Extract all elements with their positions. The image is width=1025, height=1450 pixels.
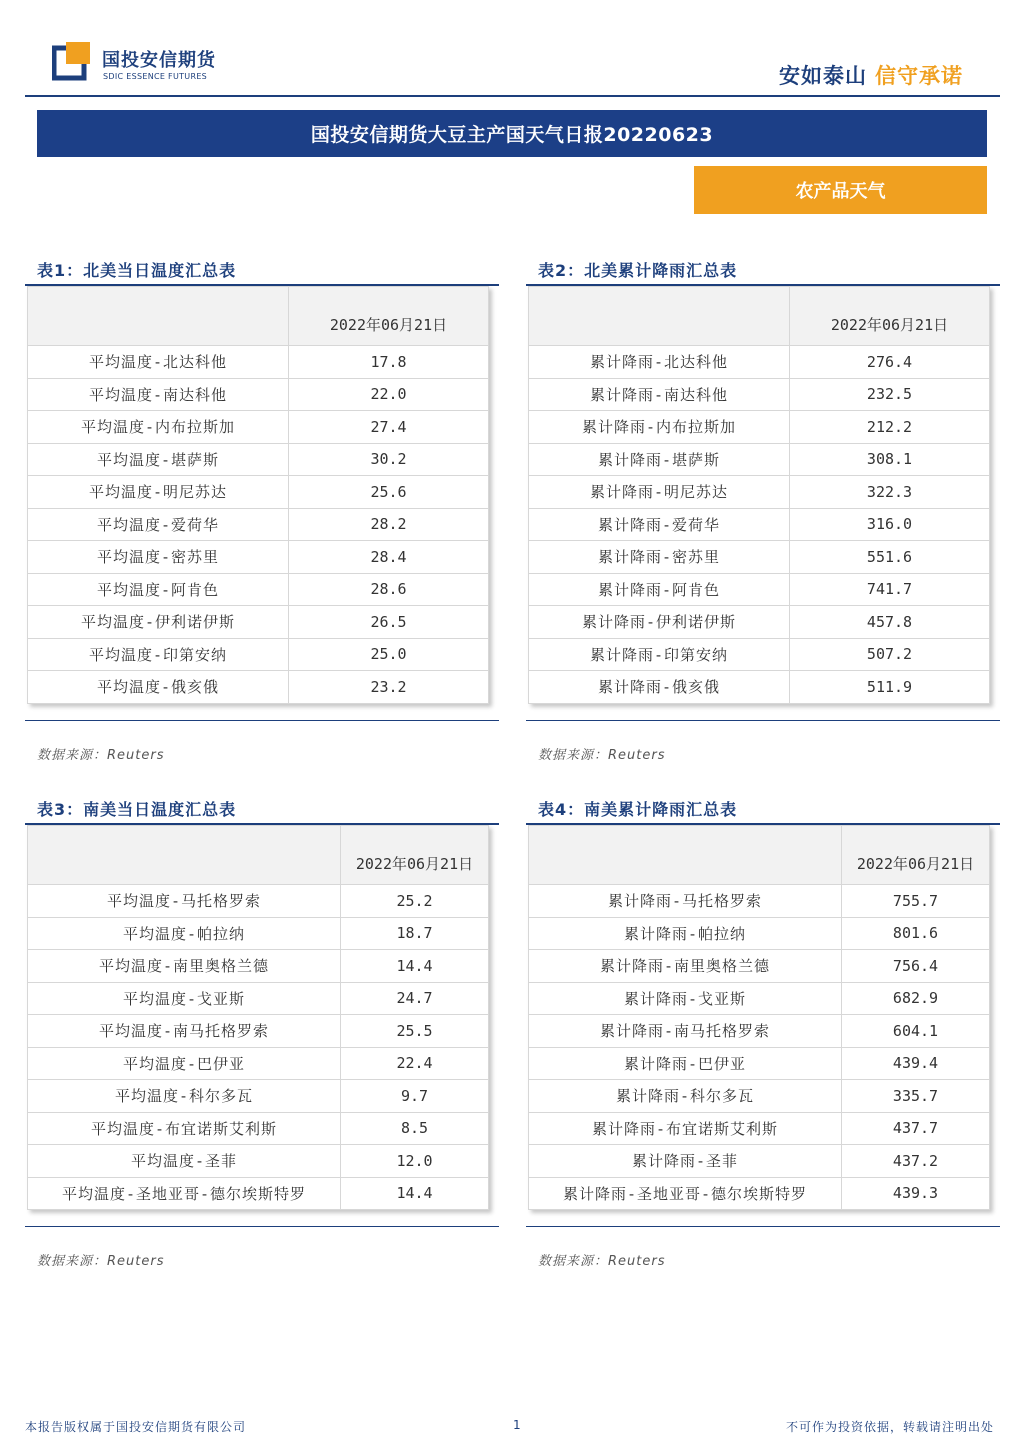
table-title: 表2：北美累计降雨汇总表 <box>538 261 738 280</box>
table-row <box>529 1145 990 1178</box>
row-value: 276.4 <box>790 346 990 379</box>
row-label: 平均温度-马托格罗索 <box>28 885 341 918</box>
row-value: 28.2 <box>289 508 489 541</box>
date-header-cell: 2022年06月21日 <box>341 826 489 885</box>
table-panel-north-america-rainfall <box>526 260 1000 770</box>
table-row <box>529 885 990 918</box>
table-bottom-rule <box>526 720 1000 721</box>
date-header-cell: 2022年06月21日 <box>289 287 489 346</box>
table-row <box>28 541 489 574</box>
table-panel-north-america-temperature <box>25 260 499 770</box>
table-row <box>529 378 990 411</box>
slogan <box>779 60 963 90</box>
table-row <box>28 378 489 411</box>
table-row <box>529 917 990 950</box>
row-value: 316.0 <box>790 508 990 541</box>
row-value: 8.5 <box>341 1112 489 1145</box>
table-row <box>529 443 990 476</box>
table-row <box>529 1015 990 1048</box>
logo-text-cn: 国投安信期货 <box>102 50 216 71</box>
table-row <box>529 508 990 541</box>
row-label: 累计降雨-爱荷华 <box>529 508 790 541</box>
table-row <box>28 1177 489 1210</box>
row-value: 439.4 <box>842 1047 990 1080</box>
table-row <box>529 1112 990 1145</box>
row-label: 累计降雨-内布拉斯加 <box>529 411 790 444</box>
row-value: 437.7 <box>842 1112 990 1145</box>
table-bottom-rule <box>526 1226 1000 1227</box>
row-value: 801.6 <box>842 917 990 950</box>
date-header-cell: 2022年06月21日 <box>790 287 990 346</box>
row-value: 756.4 <box>842 950 990 983</box>
row-value: 24.7 <box>341 982 489 1015</box>
table-title: 表1：北美当日温度汇总表 <box>37 261 237 280</box>
row-label: 累计降雨-南马托格罗索 <box>529 1015 842 1048</box>
report-title: 国投安信期货大豆主产国天气日报20220623 <box>37 110 987 157</box>
row-label: 累计降雨-布宜诺斯艾利斯 <box>529 1112 842 1145</box>
slogan-part-a: 安如泰山 <box>779 64 867 88</box>
row-value: 232.5 <box>790 378 990 411</box>
table-row <box>28 1015 489 1048</box>
table-row <box>28 982 489 1015</box>
logo-mark-icon <box>52 42 92 82</box>
table-row <box>28 917 489 950</box>
table-row <box>28 885 489 918</box>
row-label: 平均温度-南马托格罗索 <box>28 1015 341 1048</box>
table-bottom-rule <box>25 1226 499 1227</box>
date-header-cell: 2022年06月21日 <box>842 826 990 885</box>
row-value: 439.3 <box>842 1177 990 1210</box>
row-value: 23.2 <box>289 671 489 704</box>
row-label: 累计降雨-圣菲 <box>529 1145 842 1178</box>
table-header-row <box>529 287 990 346</box>
data-source-note: 数据来源：Reuters <box>37 748 165 763</box>
table-row <box>529 476 990 509</box>
row-label: 累计降雨-马托格罗索 <box>529 885 842 918</box>
row-label: 平均温度-戈亚斯 <box>28 982 341 1015</box>
row-label: 累计降雨-密苏里 <box>529 541 790 574</box>
row-label: 累计降雨-帕拉纳 <box>529 917 842 950</box>
header-corner-cell <box>28 826 341 885</box>
row-value: 551.6 <box>790 541 990 574</box>
row-label: 累计降雨-圣地亚哥-德尔埃斯特罗 <box>529 1177 842 1210</box>
table-row <box>529 950 990 983</box>
table-row <box>529 411 990 444</box>
row-label: 平均温度-北达科他 <box>28 346 289 379</box>
row-label: 平均温度-爱荷华 <box>28 508 289 541</box>
row-value: 741.7 <box>790 573 990 606</box>
table-row <box>529 982 990 1015</box>
row-label: 平均温度-布宜诺斯艾利斯 <box>28 1112 341 1145</box>
row-label: 累计降雨-俄亥俄 <box>529 671 790 704</box>
row-label: 平均温度-堪萨斯 <box>28 443 289 476</box>
table-panel-south-america-temperature <box>25 799 499 1279</box>
table-title: 表3：南美当日温度汇总表 <box>37 800 237 819</box>
row-value: 17.8 <box>289 346 489 379</box>
row-value: 25.5 <box>341 1015 489 1048</box>
header-divider <box>25 95 1000 97</box>
row-value: 25.0 <box>289 638 489 671</box>
row-label: 累计降雨-堪萨斯 <box>529 443 790 476</box>
row-label: 累计降雨-阿肯色 <box>529 573 790 606</box>
row-value: 14.4 <box>341 1177 489 1210</box>
data-source-note: 数据来源：Reuters <box>538 1254 666 1269</box>
table-row <box>28 346 489 379</box>
table-row <box>28 671 489 704</box>
row-label: 累计降雨-戈亚斯 <box>529 982 842 1015</box>
row-value: 308.1 <box>790 443 990 476</box>
table-row <box>28 638 489 671</box>
row-label: 平均温度-巴伊亚 <box>28 1047 341 1080</box>
table-row <box>28 1080 489 1113</box>
row-label: 累计降雨-南达科他 <box>529 378 790 411</box>
row-label: 平均温度-明尼苏达 <box>28 476 289 509</box>
row-value: 9.7 <box>341 1080 489 1113</box>
row-label: 平均温度-圣地亚哥-德尔埃斯特罗 <box>28 1177 341 1210</box>
row-label: 平均温度-帕拉纳 <box>28 917 341 950</box>
header-corner-cell <box>529 287 790 346</box>
table-row <box>529 638 990 671</box>
row-label: 累计降雨-伊利诺伊斯 <box>529 606 790 639</box>
table-row <box>529 346 990 379</box>
data-table <box>27 825 489 1210</box>
row-label: 累计降雨-巴伊亚 <box>529 1047 842 1080</box>
row-label: 平均温度-密苏里 <box>28 541 289 574</box>
table-row <box>529 606 990 639</box>
table-row <box>529 573 990 606</box>
table-row <box>28 476 489 509</box>
row-value: 22.0 <box>289 378 489 411</box>
row-value: 511.9 <box>790 671 990 704</box>
logo-text-en: SDIC ESSENCE FUTURES <box>103 72 208 81</box>
data-source-note: 数据来源：Reuters <box>538 748 666 763</box>
category-tag: 农产品天气 <box>694 166 987 214</box>
data-table <box>528 825 990 1210</box>
table-panel-south-america-rainfall <box>526 799 1000 1279</box>
data-source-note: 数据来源：Reuters <box>37 1254 165 1269</box>
table-row <box>529 541 990 574</box>
row-value: 30.2 <box>289 443 489 476</box>
table-title: 表4：南美累计降雨汇总表 <box>538 800 738 819</box>
table-row <box>529 1080 990 1113</box>
row-label: 平均温度-南达科他 <box>28 378 289 411</box>
row-label: 平均温度-圣菲 <box>28 1145 341 1178</box>
row-label: 累计降雨-北达科他 <box>529 346 790 379</box>
row-value: 25.2 <box>341 885 489 918</box>
table-row <box>28 411 489 444</box>
row-label: 平均温度-科尔多瓦 <box>28 1080 341 1113</box>
row-value: 604.1 <box>842 1015 990 1048</box>
footer-disclaimer: 不可作为投资依据，转载请注明出处 <box>785 1420 994 1434</box>
table-row <box>28 508 489 541</box>
row-value: 755.7 <box>842 885 990 918</box>
table-bottom-rule <box>25 720 499 721</box>
row-value: 25.6 <box>289 476 489 509</box>
row-value: 212.2 <box>790 411 990 444</box>
table-row <box>28 1145 489 1178</box>
table-row <box>529 671 990 704</box>
table-row <box>529 1047 990 1080</box>
row-value: 457.8 <box>790 606 990 639</box>
row-label: 平均温度-伊利诺伊斯 <box>28 606 289 639</box>
table-row <box>28 573 489 606</box>
table-row <box>28 606 489 639</box>
row-value: 12.0 <box>341 1145 489 1178</box>
row-label: 平均温度-内布拉斯加 <box>28 411 289 444</box>
footer-copyright: 本报告版权属于国投安信期货有限公司 <box>25 1420 247 1434</box>
row-value: 22.4 <box>341 1047 489 1080</box>
row-value: 335.7 <box>842 1080 990 1113</box>
table-row <box>28 950 489 983</box>
table-header-row <box>28 826 489 885</box>
row-value: 322.3 <box>790 476 990 509</box>
header-corner-cell <box>529 826 842 885</box>
row-value: 14.4 <box>341 950 489 983</box>
data-table <box>528 286 990 704</box>
row-value: 507.2 <box>790 638 990 671</box>
row-label: 平均温度-阿肯色 <box>28 573 289 606</box>
company-logo <box>52 40 242 88</box>
table-row <box>28 443 489 476</box>
row-label: 累计降雨-南里奥格兰德 <box>529 950 842 983</box>
header-corner-cell <box>28 287 289 346</box>
row-value: 437.2 <box>842 1145 990 1178</box>
row-value: 18.7 <box>341 917 489 950</box>
row-label: 累计降雨-印第安纳 <box>529 638 790 671</box>
row-label: 累计降雨-科尔多瓦 <box>529 1080 842 1113</box>
row-label: 平均温度-俄亥俄 <box>28 671 289 704</box>
row-value: 28.4 <box>289 541 489 574</box>
row-value: 28.6 <box>289 573 489 606</box>
row-value: 682.9 <box>842 982 990 1015</box>
row-label: 累计降雨-明尼苏达 <box>529 476 790 509</box>
row-value: 27.4 <box>289 411 489 444</box>
row-value: 26.5 <box>289 606 489 639</box>
table-row <box>529 1177 990 1210</box>
slogan-part-b: 信守承诺 <box>875 64 963 88</box>
table-row <box>28 1112 489 1145</box>
row-label: 平均温度-南里奥格兰德 <box>28 950 341 983</box>
row-label: 平均温度-印第安纳 <box>28 638 289 671</box>
table-header-row <box>529 826 990 885</box>
table-header-row <box>28 287 489 346</box>
footer-page-number: 1 <box>513 1418 522 1432</box>
data-table <box>27 286 489 704</box>
table-row <box>28 1047 489 1080</box>
